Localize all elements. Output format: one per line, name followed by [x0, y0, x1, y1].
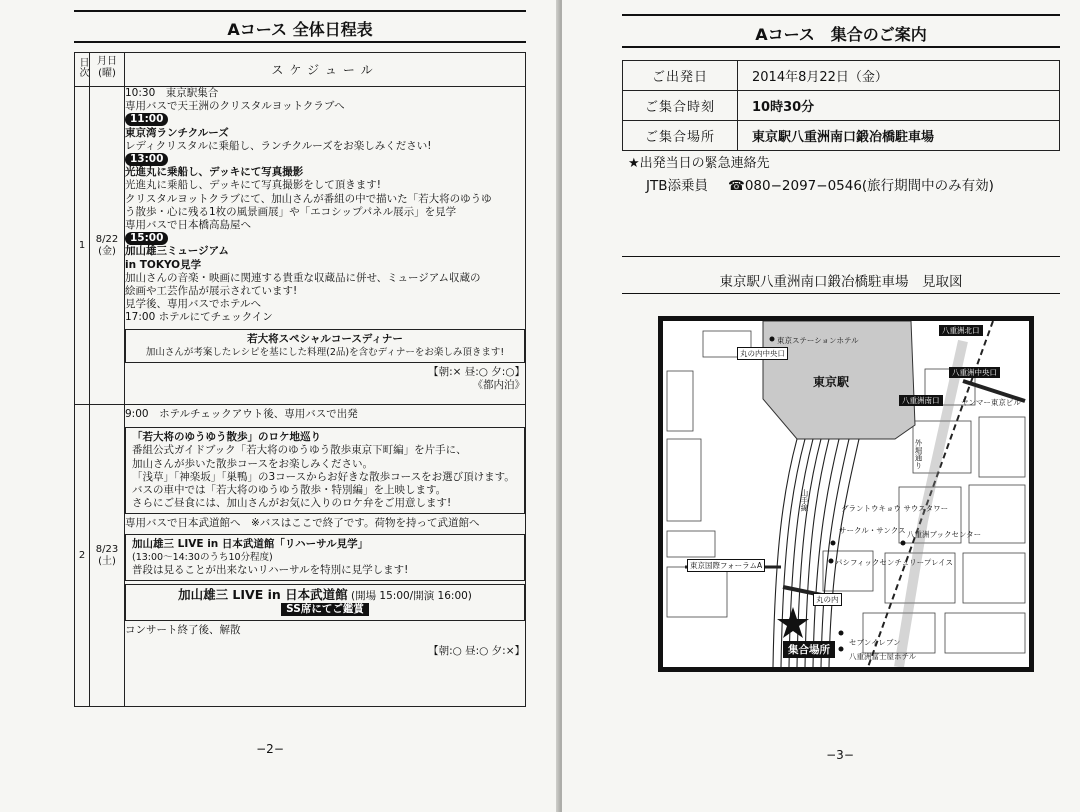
guide-name: JTB添乗員 — [646, 178, 708, 194]
day2-meals: 【朝:○ 昼:○ 夕:×】 — [428, 644, 525, 657]
label-pacific-century: パシフィックセンチュリープレイス — [835, 558, 954, 567]
rehearsal-box: 加山雄三 LIVE in 日本武道館「リハーサル見学」 (13:00〜14:30のうち10分程度) 普段は見ることが出来ないリハーサルを特別に見学します! — [125, 534, 525, 582]
dinner-box: 若大将スペシャルコースディナー 加山さんが考案したレシピを基にした料理(2品)を含むディナーをお楽しみ頂きます! — [125, 329, 525, 363]
map-rule-bottom — [622, 293, 1060, 294]
time-tag: 11:00 — [125, 113, 168, 126]
title-rule — [74, 41, 526, 43]
label-sotobori: 外堀通り — [914, 439, 923, 469]
label-yaesu-south: 八重洲南口 — [899, 395, 943, 406]
top-rule — [74, 10, 526, 12]
walk-box: 「若大将のゆうゆう散歩」のロケ地巡り 番組公式ガイドブック「若大将のゆうゆう散歩東京下町編」を片手に、 加山さんが歩いた散歩コースをお楽しみください。 「浅草」「神楽坂」「巣鴨」の3コースからお好きな散歩コースをお選び頂けます。 バスの車中では「若大将のゆうゆう散歩・特別編」を上映します。 さらにご昼食には、加山さんがお気に入りのロケ弁をご用意します! — [125, 427, 525, 514]
concert-box: 加山雄三 LIVE in 日本武道館 (開場 15:00/開演 16:00) SS席にてご鑑賞 — [125, 584, 525, 620]
guide-phone: ☎080−2097−0546(旅行期間中のみ有効) — [728, 178, 994, 194]
label-station-hotel: 東京ステーションホテル — [777, 336, 859, 345]
label-tokyo-station: 東京駅 — [813, 375, 850, 389]
label-marunouchi-central: 丸の内中央口 — [737, 347, 788, 360]
label-yanmar: ヤンマー東京ビル — [961, 398, 1021, 407]
day1-number: 1 — [75, 87, 90, 405]
time-value: 10時30分 — [738, 91, 1060, 121]
label-yaesu-north: 八重洲北口 — [939, 325, 983, 336]
label-forum: 東京国際フォーラムA — [687, 559, 765, 572]
map-rule-top — [622, 256, 1060, 257]
day1-meals: 【朝:× 昼:○ 夕:○】 — [428, 366, 525, 379]
place-label: ご集合場所 — [623, 121, 738, 151]
time-tag: 13:00 — [125, 153, 168, 166]
meeting-info-table — [622, 60, 1060, 151]
departure-label: ご出発日 — [623, 61, 738, 91]
label-yaesu-central: 八重洲中央口 — [949, 367, 1000, 378]
day2-date: 8/23 (土) — [90, 405, 125, 707]
header-nichiji: 日次 — [75, 53, 90, 87]
map-title: 東京駅八重洲南口鍛冶橋駐車場 見取図 — [719, 274, 963, 290]
label-yamate: 山手線 — [800, 489, 809, 512]
page-number: −2− — [256, 742, 284, 756]
day2-number: 2 — [75, 405, 90, 707]
page-title: Aコース 集合のご案内 — [755, 25, 927, 44]
day1-schedule: 10:30 東京駅集合 専用バスで天王洲のクリスタルヨットクラブへ 11:00 東京湾ランチクルーズ レディクリスタルに乗船し、ランチクルーズをお楽しみください! 13:00 光進丸に乗船し、デッキにて写真撮影 光進丸に乗船し、デッキにて写真撮影をして頂きます! クリスタルヨットクラブにて、加山さんが番組の中で描いた「若大将のゆうゆ う散歩・心に残る1枚の風景画展」や「エコシップパネル展示」を見学 専用バスで日本橋高島屋へ 15:00 加山雄三ミュージアム in TOKYO見学 加山さんの音楽・映画に関連する貴重な収蔵品に併せ、ミュージアム収蔵の 絵画や工芸作品が展示されています! 見学後、専用バスでホテルへ 17:00 ホテルにてチェックイン 若大将スペシャルコースディナー 加山さんが考案したレシピを基にした料理(2品)を含むディナーをお楽しみ頂きます! 【朝:× 昼:○ 夕:○】 《都内泊》 — [125, 87, 526, 405]
emergency-title: ★出発当日の緊急連絡先 — [628, 156, 770, 171]
header-schedule: スケジュール — [125, 53, 526, 87]
title-rule — [622, 46, 1060, 48]
access-map — [658, 316, 1034, 672]
time-label: ご集合時刻 — [623, 91, 738, 121]
time-tag: 15:00 — [125, 232, 168, 245]
label-hotel: 八重洲富士屋ホテル — [849, 652, 917, 661]
ss-seat-tag: SS席にてご鑑賞 — [281, 603, 369, 616]
day2-schedule: 9:00 ホテルチェックアウト後、専用バスで出発 「若大将のゆうゆう散歩」のロケ地巡り 番組公式ガイドブック「若大将のゆうゆう散歩東京下町編」を片手に、 加山さんが歩いた散歩コースをお楽しみください。 「浅草」「神楽坂」「巣鴨」の3コースからお好きな散歩コースをお選び頂けます。 バスの車中では「若大将のゆうゆう散歩・特別編」を上映します。 さらにご昼食には、加山さんがお気に入りのロケ弁をご用意します! 専用バスで日本武道館へ ※バスはここで終了です。荷物を持って武道館へ 加山雄三 LIVE in 日本武道館「リハーサル見学」 (13:00〜14:30のうち10分程度) 普段は見ることが出来ないリハーサルを特別に見学します! 加山雄三 LIVE in 日本武道館 (開場 15:00/開演 16:00) SS席にてご鑑賞 コンサート終了後、解散 【朝:○ 昼:○ 夕:×】 — [125, 405, 526, 707]
label-circle-k: サークル・サンクス — [839, 526, 906, 535]
place-value: 東京駅八重洲南口鍛冶橋駐車場 — [738, 121, 1060, 151]
day1-date: 8/22 (金) — [90, 87, 125, 405]
label-meeting-point: 集合場所 — [783, 641, 835, 658]
page-title: Aコース 全体日程表 — [227, 20, 373, 39]
label-yaesu-book: 八重洲ブックセンター — [907, 530, 982, 539]
schedule-table — [74, 52, 526, 707]
top-rule — [622, 14, 1060, 16]
label-marunouchi: 丸の内 — [813, 593, 842, 606]
emergency-contact — [646, 174, 994, 194]
label-seven-eleven: セブンイレブン — [849, 638, 901, 647]
page-number-right: −3− — [826, 748, 854, 762]
departure-value: 2014年8月22日（金） — [738, 61, 1060, 91]
header-date: 月日(曜) — [90, 53, 125, 87]
label-gran-tokyo: グラントウキョウ サウスタワー — [841, 504, 949, 513]
day1-stay: 《都内泊》 — [472, 379, 525, 392]
